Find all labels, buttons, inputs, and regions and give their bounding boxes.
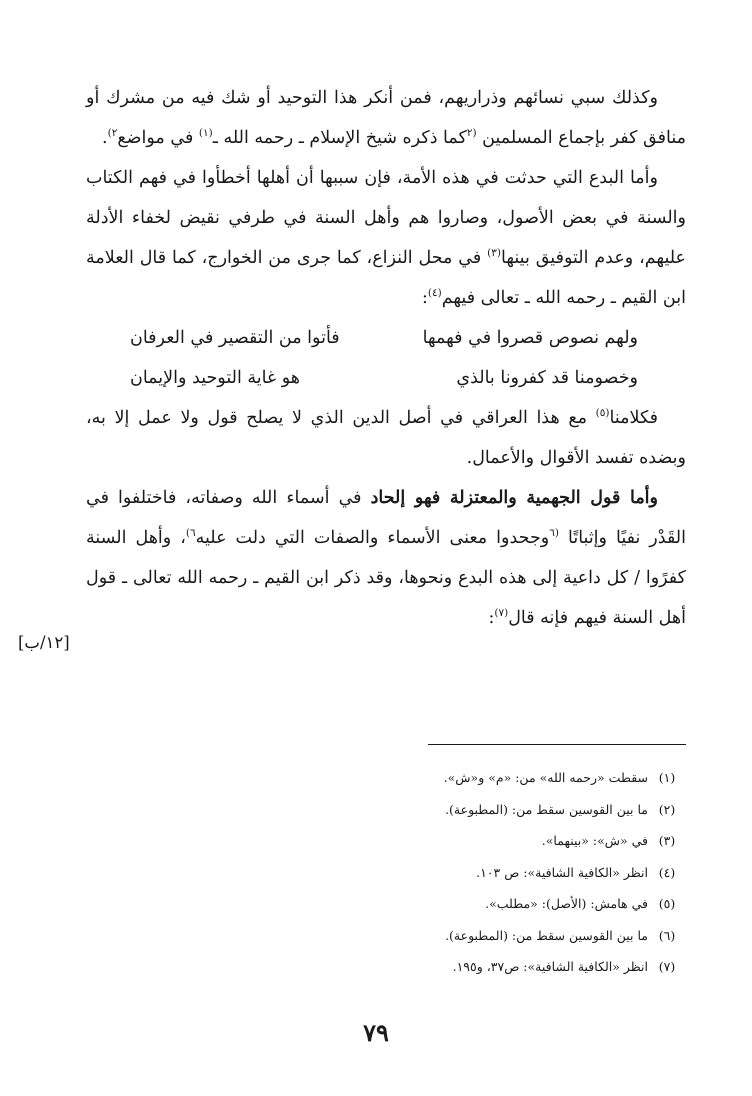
- paragraph-3: فكلامنا$^{(٥)}$ مع هذا العراقي في أصل الدين الذي لا يصلح قول ولا عمل إلا به، وبضده تفسد الأقوال والأعمال.: [86, 407, 686, 468]
- footnote-marker: (٣): [487, 247, 501, 260]
- footnote-text: انظر «الكافية الشافية»: ص٣٧، و١٩٥.: [452, 959, 648, 974]
- manuscript-folio-note: [١٢/ب]: [18, 633, 70, 652]
- footnote-text: ما بين القوسين سقط من: (المطبوعة).: [445, 927, 648, 943]
- page-number: ٧٩: [363, 1018, 389, 1047]
- footnote-marker: (٤): [427, 287, 442, 300]
- footnote-number: (٥): [658, 896, 676, 911]
- footnote-marker: (٦: [549, 527, 559, 540]
- paragraph-4: وأما قول الجهمية والمعتزلة فهو إلحاد في أسماء الله وصفاته، فاختلفوا في القَدْر نفيًا وإثباتًا $^{(٦}$وجحدوا معنى الأسماء والصفات التي دلت عليه$^{٦)}$، وأهل السنة كفرًوا / كل داعية إلى هذه البدع ونحوها، وقد ذكر ابن القيم ـ رحمه الله تعالى ـ قول أهل السنة فيهم فإنه قال$^{(٧)}$:: [86, 488, 686, 628]
- footnote-item: [86, 920, 686, 952]
- poem-verse-1: [86, 318, 686, 358]
- footnote-text: انظر «الكافية الشافية»: ص ١٠٣.: [476, 864, 648, 880]
- footnote-separator: [428, 744, 686, 745]
- footnote-text: ما بين القوسين سقط من: (المطبوعة).: [445, 801, 648, 817]
- paragraph-1: وكذلك سبي نسائهم وذراريهم، فمن أنكر هذا التوحيد أو شك فيه من مشرك أو منافق كفر بإجماع المسلمين $^{(٢}$كما ذكره شيخ الإسلام ـ رحمه الله ـ$^{(١)}$ في مواضع$^{٢)}$.: [86, 88, 686, 148]
- footnote-item: [86, 888, 686, 920]
- footnote-number: (٧): [658, 959, 676, 974]
- footnote-text: في «ش»: «بينهما».: [541, 833, 648, 848]
- footnote-marker: ٦): [185, 527, 196, 540]
- footnote-marker: ٢): [107, 127, 118, 140]
- footnote-marker: (٥): [595, 407, 610, 420]
- poem-verse-2: [86, 358, 686, 398]
- footnote-number: (٦): [658, 927, 676, 943]
- footnote-item: [86, 794, 686, 826]
- footnotes: [86, 762, 686, 983]
- footnote-item: [86, 825, 686, 857]
- footnote-number: (٣): [658, 833, 676, 848]
- footnote-item: [86, 951, 686, 983]
- footnote-text: سقطت «رحمه الله» من: «م» و«ش».: [443, 770, 648, 785]
- footnote-text: في هامش: (الأصل): «مطلب».: [485, 896, 648, 911]
- verse-hemistich-left: هو غاية التوحيد والإيمان: [130, 368, 300, 388]
- footnote-number: (٢): [658, 801, 676, 817]
- verse-hemistich-right: ولهم نصوص قصروا في فهمها: [422, 328, 638, 348]
- footnote-number: (٤): [658, 864, 676, 880]
- footnote-marker: (٢: [466, 127, 477, 140]
- footnote-number: (١): [658, 770, 676, 785]
- main-text: [86, 78, 686, 638]
- footnote-item: [86, 762, 686, 794]
- footnote-marker: (١): [198, 127, 213, 140]
- footnote-item: [86, 857, 686, 889]
- footnote-marker: (٧): [494, 607, 509, 620]
- paragraph-2: وأما البدع التي حدثت في هذه الأمة، فإن سببها أن أهلها أخطأوا في فهم الكتاب والسنة في بعض الأصول، وصاروا هم وأهل السنة في طرفي نقيض لخفاء الأدلة عليهم، وعدم التوفيق بينها$^{(٣)}$ في محل النزاع، كما جرى من الخوارج، كما قال العلامة ابن القيم ـ رحمه الله ـ تعالى فيهم$^{(٤)}$:: [86, 168, 686, 308]
- verse-hemistich-left: فأتوا من التقصير في العرفان: [130, 328, 340, 348]
- verse-hemistich-right: وخصومنا قد كفرونا بالذي: [456, 368, 638, 388]
- bold-phrase: وأما قول الجهمية والمعتزلة فهو إلحاد: [370, 488, 658, 508]
